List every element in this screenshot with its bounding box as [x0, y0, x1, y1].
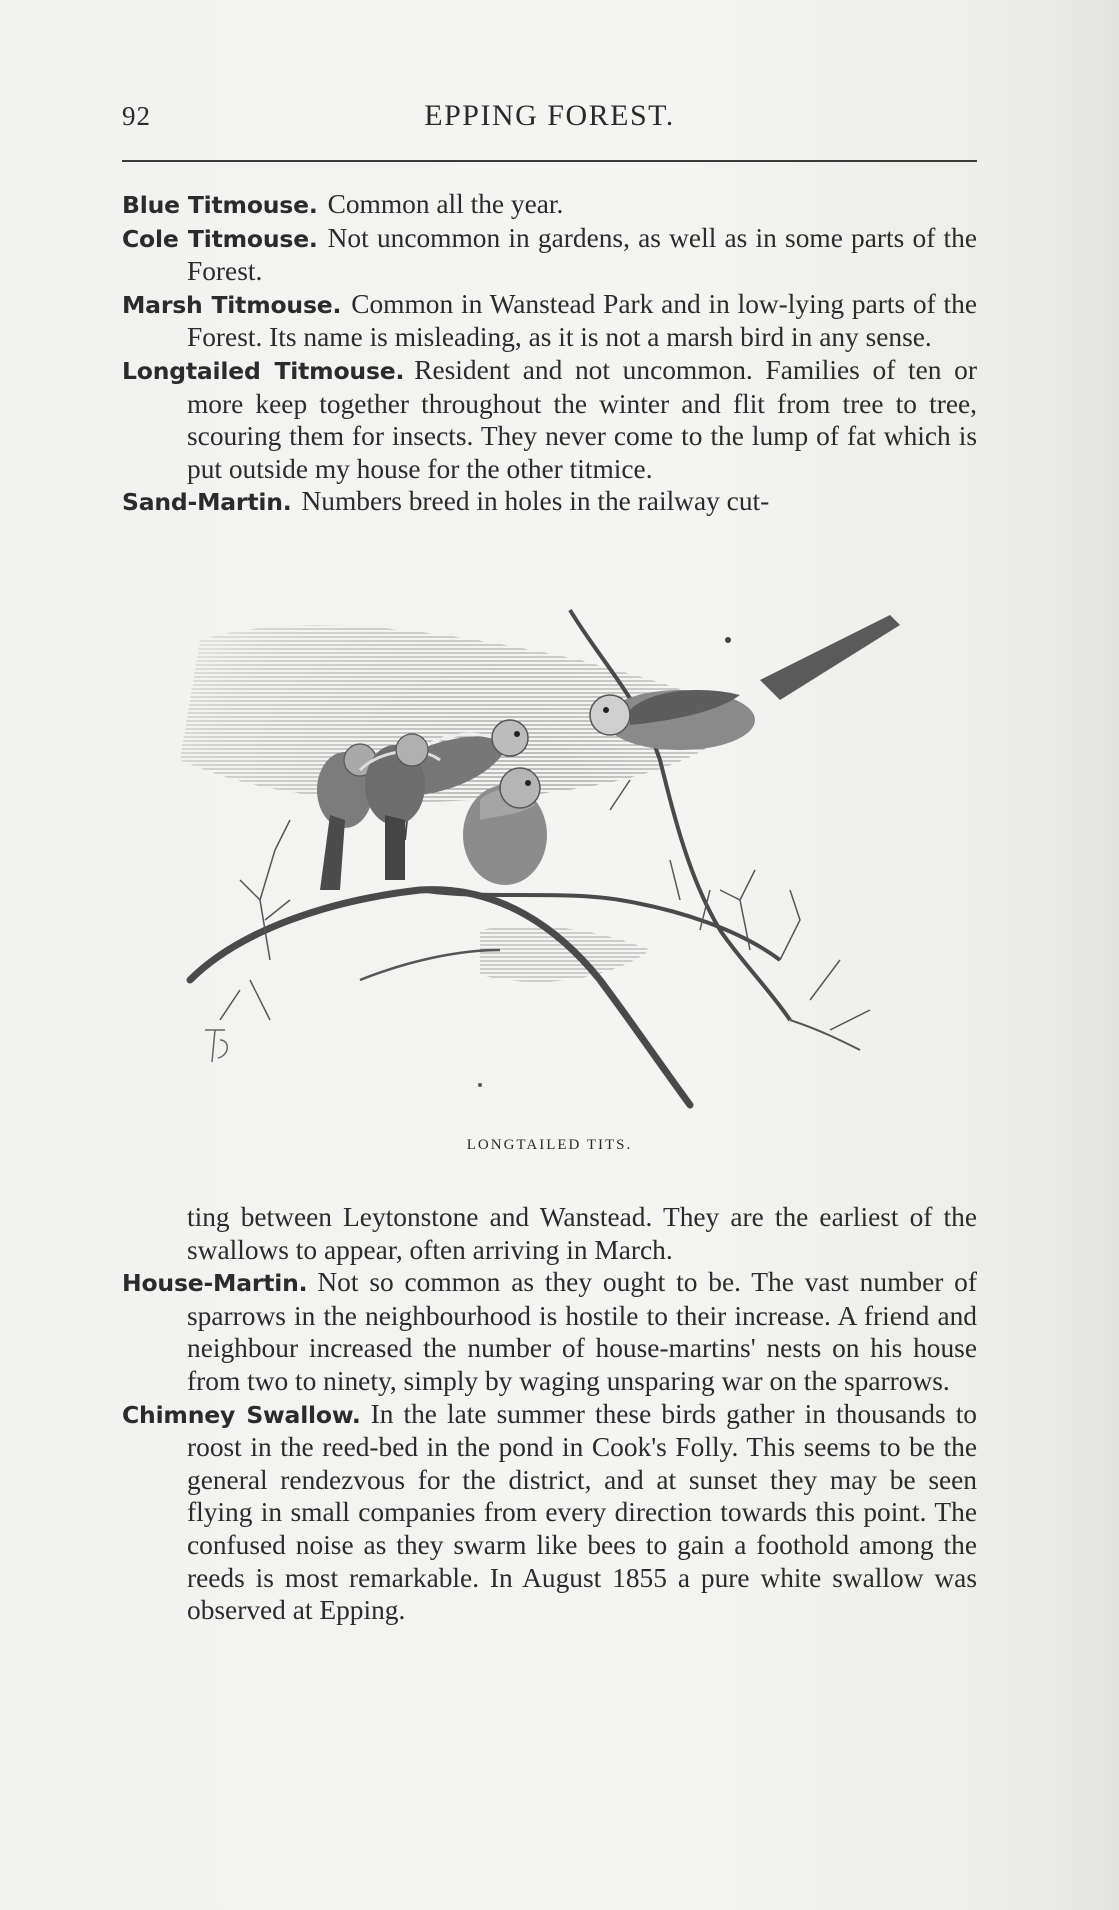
entry-term: Sand-Martin.: [122, 488, 292, 517]
entries-top: [122, 188, 977, 519]
entry-text: In the late summer these birds gather in thousands to roost in the reed-bed in the pond in Cook's Folly. This seems to be the general rendezvous for the district, and at sunset they may be seen flying in small companies from every direction towards this point. The confused noise as they swarm like bees to gain a foothold among the reeds is most remarkable. In August 1855 a pure white swallow was observed at Epping.: [187, 1398, 978, 1626]
entry-term: Longtailed Titmouse.: [122, 356, 405, 385]
entry-house-martin: [122, 1266, 977, 1397]
longtailed-tits-illustration: [180, 600, 940, 1120]
entry-term: Blue Titmouse.: [122, 191, 318, 219]
sand-martin-continuation: ting between Leytonstone and Wanstead. They are the earliest of the swallows to appear, often arriving in March.: [187, 1202, 977, 1265]
entry-text: Resident and not uncommon. Families of ten or more keep together throughout the winter and flit from tree to tree, scouring them for insects. They never come to the lump of fat which is put outside my house for the other titmice.: [187, 354, 977, 484]
monogram-icon: [205, 1030, 227, 1062]
entry-text: Numbers breed in holes in the railway cut-: [301, 486, 770, 517]
entry-term: Marsh Titmouse.: [122, 290, 342, 319]
entries-bottom: [122, 1201, 977, 1627]
entry-term: Cole Titmouse.: [122, 224, 318, 253]
entry-term: Chimney Swallow.: [122, 1400, 361, 1429]
entry-text: Common in Wanstead Park and in low-lying parts of the Forest. Its name is misleading, as it is not a marsh bird in any sense.: [187, 288, 978, 353]
entry-text: Not uncommon in gardens, as well as in some parts of the Forest.: [187, 222, 977, 287]
entry-blue-titmouse: [122, 188, 977, 222]
entry-longtailed-titmouse: [122, 354, 977, 485]
entry-text: Not so common as they ought to be. The vast number of sparrows in the neighbourhood is hostile to their increase. A friend and neighbour increased the number of house-martins' nests on his house from two to ninety, simply by waging unsparing war on the sparrows.: [187, 1267, 977, 1396]
running-title: EPPING FOREST.: [424, 99, 675, 132]
entry-sand-martin: [122, 485, 977, 519]
entry-cole-titmouse: [122, 222, 977, 288]
page-number: 92: [122, 101, 151, 131]
entry-marsh-titmouse: [122, 288, 977, 354]
header-rule: [122, 160, 977, 162]
entry-chimney-swallow: [122, 1398, 977, 1627]
entry-text: Common all the year.: [327, 189, 564, 219]
entry-term: House-Martin.: [122, 1269, 308, 1298]
figure-caption: LONGTAILED TITS.: [466, 1137, 633, 1153]
page-header: [122, 95, 977, 140]
bird-left-pair: [317, 734, 440, 890]
